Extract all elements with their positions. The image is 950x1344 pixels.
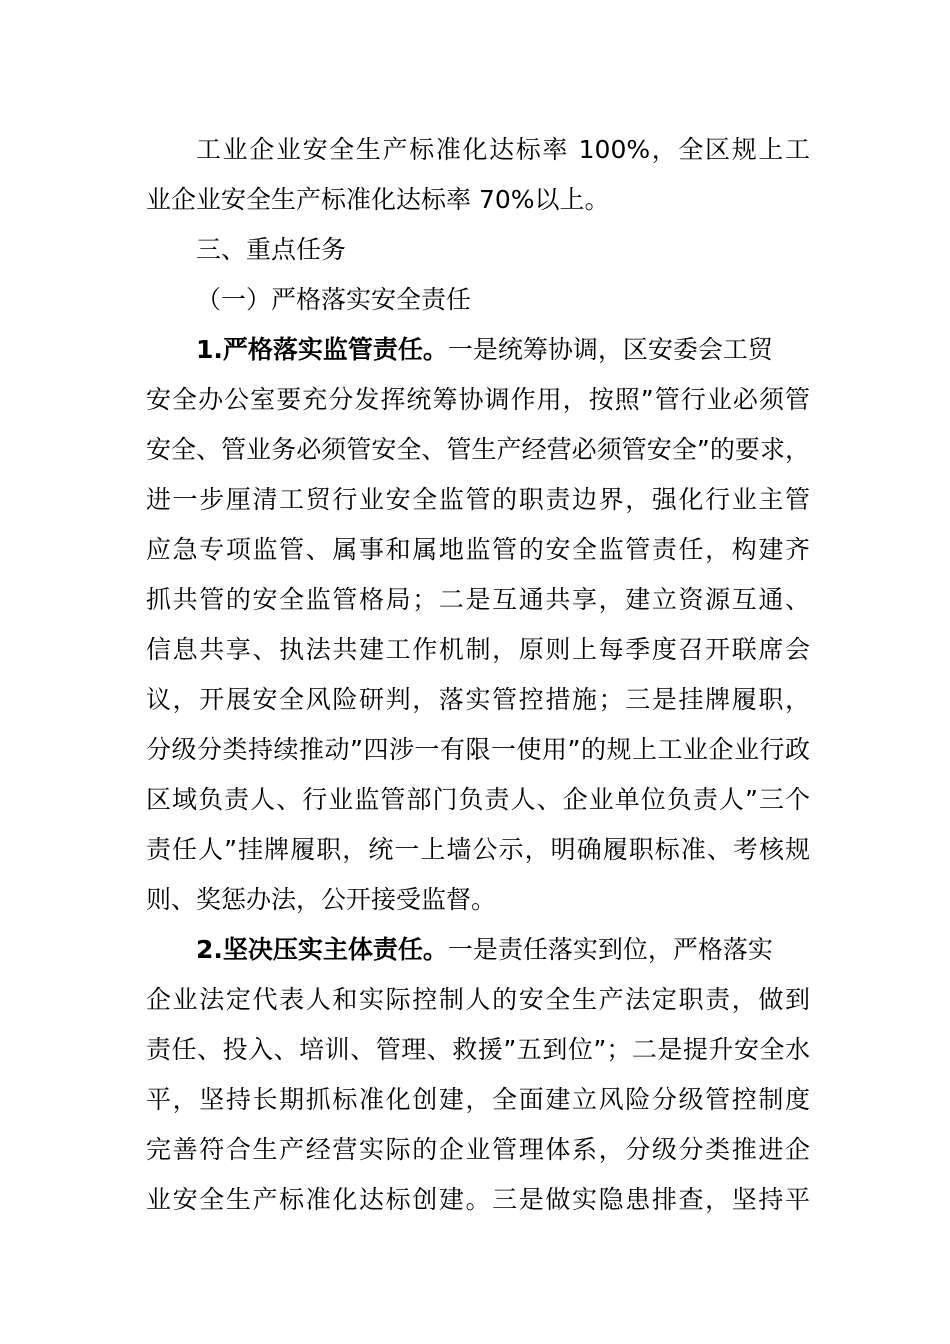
body-text-line: 应急专项监管、属事和属地监管的安全监管责任，构建齐 bbox=[146, 535, 810, 564]
body-text-line: 信息共享、执法共建工作机制，原则上每季度召开联席会 bbox=[146, 635, 810, 664]
body-text-line: 业企业安全生产标准化达标率 70%以上。 bbox=[146, 185, 610, 214]
body-text-line: 责任、投入、培训、管理、救援”五到位”；二是提升安全水 bbox=[146, 1035, 810, 1064]
body-text-line: 抓共管的安全监管格局；二是互通共享，建立资源互通、 bbox=[146, 585, 810, 614]
body-text-line: 完善符合生产经营实际的企业管理体系，分级分类推进企 bbox=[146, 1135, 810, 1164]
body-text-line: 企业法定代表人和实际控制人的安全生产法定职责，做到 bbox=[146, 985, 810, 1014]
body-text-line: 进一步厘清工贸行业安全监管的职责边界，强化行业主管 bbox=[146, 485, 810, 514]
body-text-line: 业安全生产标准化达标创建。三是做实隐患排查，坚持平 bbox=[146, 1185, 810, 1214]
body-text: 一是责任落实到位，严格落实 bbox=[447, 935, 773, 964]
item-first-line bbox=[196, 334, 773, 366]
body-text-line: 安全、管业务必须管安全、管生产经营必须管安全”的要求， bbox=[146, 435, 810, 464]
item-first-line bbox=[196, 934, 773, 966]
body-text: 一是统筹协调，区安委会工贸 bbox=[447, 335, 773, 364]
body-text-line: 议，开展安全风险研判，落实管控措施；三是挂牌履职， bbox=[146, 685, 810, 714]
body-text-line: 工业企业安全生产标准化达标率 100%，全区规上工 bbox=[196, 135, 810, 164]
subsection-heading: （一）严格落实安全责任 bbox=[196, 285, 472, 314]
body-text-line: 则、奖惩办法，公开接受监督。 bbox=[146, 885, 497, 914]
body-text-line: 责任人”挂牌履职，统一上墙公示，明确履职标准、考核规 bbox=[146, 835, 810, 864]
body-text-line: 安全办公室要充分发挥统筹协调作用，按照”管行业必须管 bbox=[146, 385, 810, 414]
section-heading: 三、重点任务 bbox=[196, 235, 347, 264]
item-heading: 1.严格落实监管责任。 bbox=[196, 335, 448, 364]
body-text-line: 分级分类持续推动”四涉一有限一使用”的规上工业企业行政 bbox=[146, 735, 810, 764]
item-heading: 2.坚决压实主体责任。 bbox=[196, 935, 448, 964]
body-text-line: 区域负责人、行业监管部门负责人、企业单位负责人”三个 bbox=[146, 785, 810, 814]
body-text-line: 平，坚持长期抓标准化创建，全面建立风险分级管控制度 bbox=[146, 1085, 810, 1114]
